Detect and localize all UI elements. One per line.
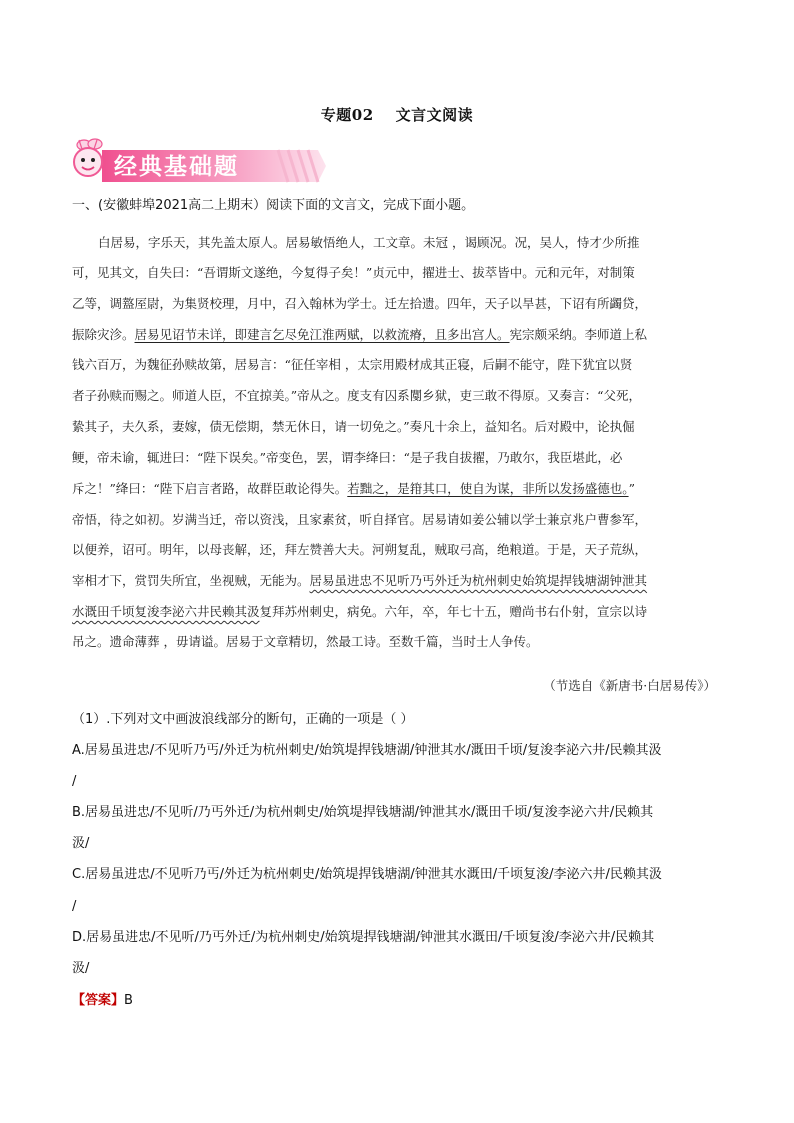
source-citation: （节选自《新唐书·白居易传》） [543,678,716,693]
option-c-cont: / [72,899,77,914]
topic-label: 专题02 [320,106,374,124]
passage-line: 者子孙赎而赐之。师道人臣，不宜掠美。”帝从之。度支有囚系閺乡狱，吏三敢不得原。又奏言：“父死， [72,388,642,403]
option-d-cont: 汲/ [72,961,90,976]
passage-line: 絷其子，夫久系，妻嫁，债无偿期，禁无休日，请一切免之。”奏凡十余上，益知名。后对殿中，论执倔 [72,419,635,434]
answer-line [72,991,133,1011]
passage-line [72,571,647,591]
passage-line: 可，见其文，自失曰：“吾谓斯文遂绝，今复得子矣！”贞元中，擢进士、拔萃皆中。元和元年，对制策 [72,265,635,280]
bee-icon [74,139,102,176]
page-title [0,104,794,125]
passage-text: 斥之！”绛曰：“陛下启言者路，故群臣敢论得失。 [72,481,348,496]
passage-text: 宪宗颇采纳。李师道上私 [509,327,648,342]
banner-label: 经典基础题 [114,154,239,180]
topic-title: 文言文阅读 [395,106,474,124]
answer-tag: 【答案】 [72,993,125,1008]
passage-line: 乙等，调盩厔尉，为集贤校理，月中，召入翰林为学士。迁左拾遗。四年，天子以旱甚，下诏有所蠲贷， [72,296,648,311]
question-stem: （1）.下列对文中画波浪线部分的断句，正确的一项是（ ） [72,712,414,727]
passage-line [72,325,647,345]
passage-text: 宰相才下，赏罚失所宜，坐视贼，无能为。 [72,573,310,588]
underlined-sentence: 若黜之，是箝其口，使自为谋，非所以发扬盛德也。 [347,481,629,496]
answer-value: B [124,993,133,1008]
option-b: B.居易虽进忠/不见听/乃丐外迁/为杭州刺史/始筑堤捍钱塘湖/钟泄其水/溉田千顷/复浚李泌六井/民赖其 [72,805,654,820]
passage-line: 吊之。遗命薄葬 ，毋请谥。居易于文章精切，然最工诗。至数千篇，当时士人争传。 [72,634,539,649]
question-intro: 一、(安徽蚌埠2021高二上期末）阅读下面的文言文，完成下面小题。 [72,198,475,213]
passage-line: 以便养，诏可。明年，以母丧解，还，拜左赞善大夫。河朔复乱，贼取弓高，绝粮道。于是，天子荒纵， [72,542,648,557]
passage-line [72,479,635,499]
passage-text: 振除灾沴。 [72,327,135,342]
passage-text: 复拜苏州刺史，病免。六年，卒，年七十五，赠尚书右仆射，宣宗以诗 [259,604,648,619]
underlined-sentence: 居易见诏节未详，即建言乞尽免江淮两赋，以救流瘠，且多出宫人。 [134,327,510,342]
wavy-underlined-text: 水溉田千顷复浚李泌六井民赖其汲 [72,604,260,619]
option-c: C.居易虽进忠/不见听乃丐/外迁为杭州刺史/始筑堤捍钱塘湖/钟泄其水溉田/千顷复浚/李泌六井/民赖其汲 [72,867,662,882]
passage-line: 帝悟，待之如初。岁满当迁，帝以资浅，且家素贫，听自择官。居易请如姜公辅以学士兼京兆户曹参军， [72,512,648,527]
wavy-underlined-text: 居易虽进忠不见听乃丐外迁为杭州刺史始筑堤捍钱塘湖钟泄其 [309,573,648,588]
passage-line: 鲠，帝未谕，辄进曰：“陛下误矣。”帝变色，罢，谓李绛曰：“是子我自拔擢，乃敢尔，我臣堪此，必 [72,450,623,465]
passage-text: ” [628,481,635,496]
passage-line [72,602,647,622]
option-d: D.居易虽进忠/不见听/乃丐外迁/为杭州刺史/始筑堤捍钱塘湖/钟泄其水溉田/千顷复浚/李泌六井/民赖其 [72,930,655,945]
option-a: A.居易虽进忠/不见听乃丐/外迁为杭州刺史/始筑堤捍钱塘湖/钟泄其水/溉田千顷/复浚李泌六井/民赖其汲 [72,743,662,758]
passage-line: 钱六百万，为魏征孙赎故第，居易言：“征任宰相 ，太宗用殿材成其正寝，后嗣不能守，陛下犹宜以贤 [72,357,633,372]
option-a-cont: / [72,774,77,789]
option-b-cont: 汲/ [72,836,90,851]
passage-line: 白居易，字乐天，其先盖太原人。居易敏悟绝人，工文章。未冠 ，谒顾况。况，吴人，恃才少所推 [98,235,640,250]
